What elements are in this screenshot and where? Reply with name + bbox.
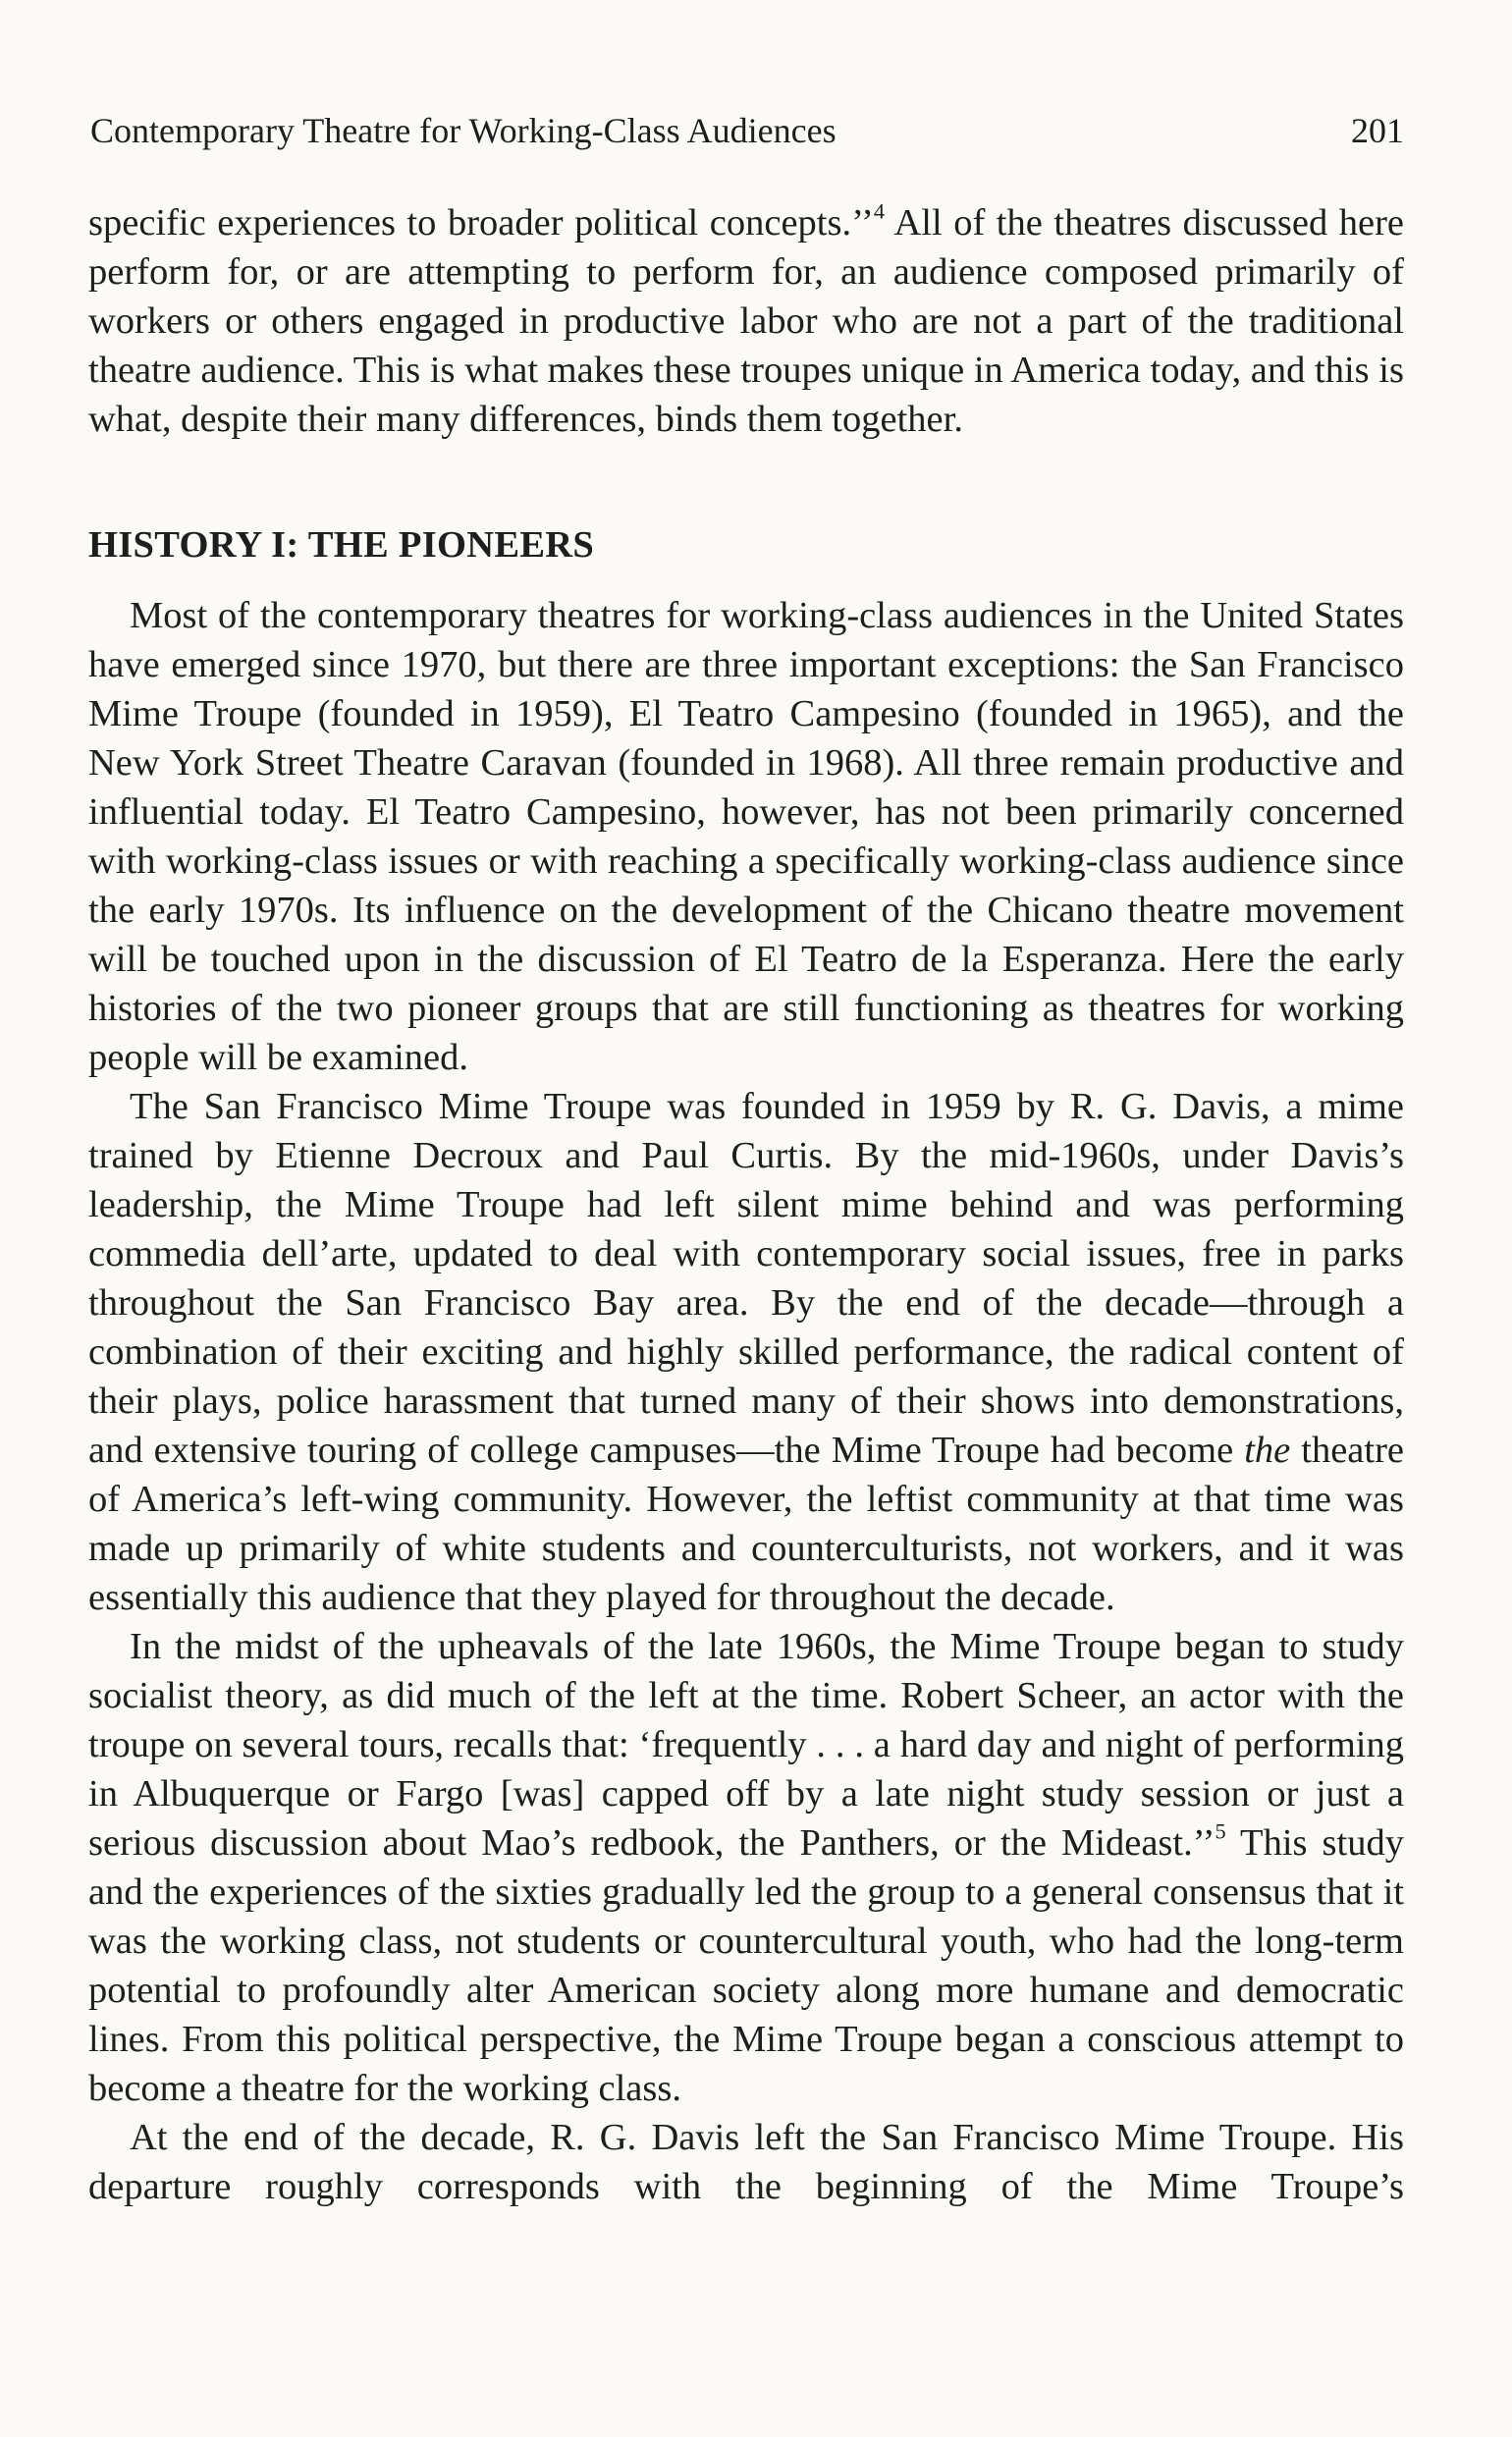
footnote-ref-4: 4: [873, 198, 886, 224]
paragraph-1: Most of the contemporary theatres for working-class audiences in the United States have emerged since 1970, but there are three important exceptions: the San Francisco Mime Troupe (founded in 1959), El Teatro Campesino (founded in 1965), and the New York Street Theatre Caravan (founded in 1968). All three remain productive and influential today. El Teatro Campesino, however, has not been primarily concerned with working-class issues or with reaching a specifically working-class audience since the early 1970s. Its influence on the development of the Chicano theatre movement will be touched upon in the discussion of El Teatro de la Esperanza. Here the early histories of the two pioneer groups that are still functioning as theatres for working people will be examined.: [88, 595, 1404, 1078]
intro-paragraph: [88, 198, 1404, 444]
running-head: [88, 106, 1404, 155]
page-number: 201: [1351, 111, 1404, 150]
paragraph-3-text-1: In the midst of the upheavals of the late 1960s, the Mime Troupe began to study socialist theory, as did much of the left at the time. Robert Scheer, an actor with the troupe on several tours, recalls that: ‘frequently . . . a hard day and night of performing in Albuquerque or Fargo [was] capped off by a late night study session or just a serious discussion about Mao’s redbook, the Panthers, or the Mideast.’’: [88, 1626, 1404, 1864]
emphasis-the: the: [1244, 1430, 1291, 1471]
running-head-title: Contemporary Theatre for Working-Class Audiences: [90, 111, 837, 150]
paragraph-3: [88, 1622, 1404, 2113]
intro-text-2: All of the theatres discussed here perform for, or are attempting to perform for, an audience composed primarily of workers or others engaged in productive labor who are not a part of the traditional theatre audience. This is what makes these troupes unique in America today, and this is what, despite their many differences, binds them together.: [88, 202, 1404, 440]
section-heading: HISTORY I: THE PIONEERS: [88, 524, 595, 566]
paragraph-3-text-2: This study and the experiences of the sixties gradually led the group to a general consensus that it was the working class, not students or countercultural youth, who had the long-term potential to profoundly alter American society along more humane and democratic lines. From this political perspective, the Mime Troupe began a conscious attempt to become a theatre for the working class.: [88, 1822, 1404, 2109]
intro-text-1: specific experiences to broader political concepts.’’: [88, 202, 874, 244]
paragraph-2-text-2: theatre of America’s left-wing community. However, the leftist community at that time was made up primarily of white students and counterculturists, not workers, and it was essentially this audience that they played for throughout the decade.: [88, 1430, 1404, 1618]
footnote-ref-5: 5: [1215, 1818, 1226, 1844]
book-page: [88, 0, 1404, 2437]
body-text: [88, 198, 1404, 2211]
paragraph-2: [88, 1082, 1404, 1622]
paragraph-2-text-1: The San Francisco Mime Troupe was founded in 1959 by R. G. Davis, a mime trained by Etienne Decroux and Paul Curtis. By the mid-1960s, under Davis’s leadership, the Mime Troupe had left silent mime behind and was performing commedia dell’arte, updated to deal with contemporary social issues, free in parks throughout the San Francisco Bay area. By the end of the decade—through a combination of their exciting and highly skilled performance, the radical content of their plays, police harassment that turned many of their shows into demonstrations, and extensive touring of college campuses—the Mime Troupe had become: [88, 1086, 1404, 1471]
paragraph-4: At the end of the decade, R. G. Davis left the San Francisco Mime Troupe. His departure roughly corresponds with the beginning of the Mime Troupe’s: [88, 2117, 1404, 2207]
